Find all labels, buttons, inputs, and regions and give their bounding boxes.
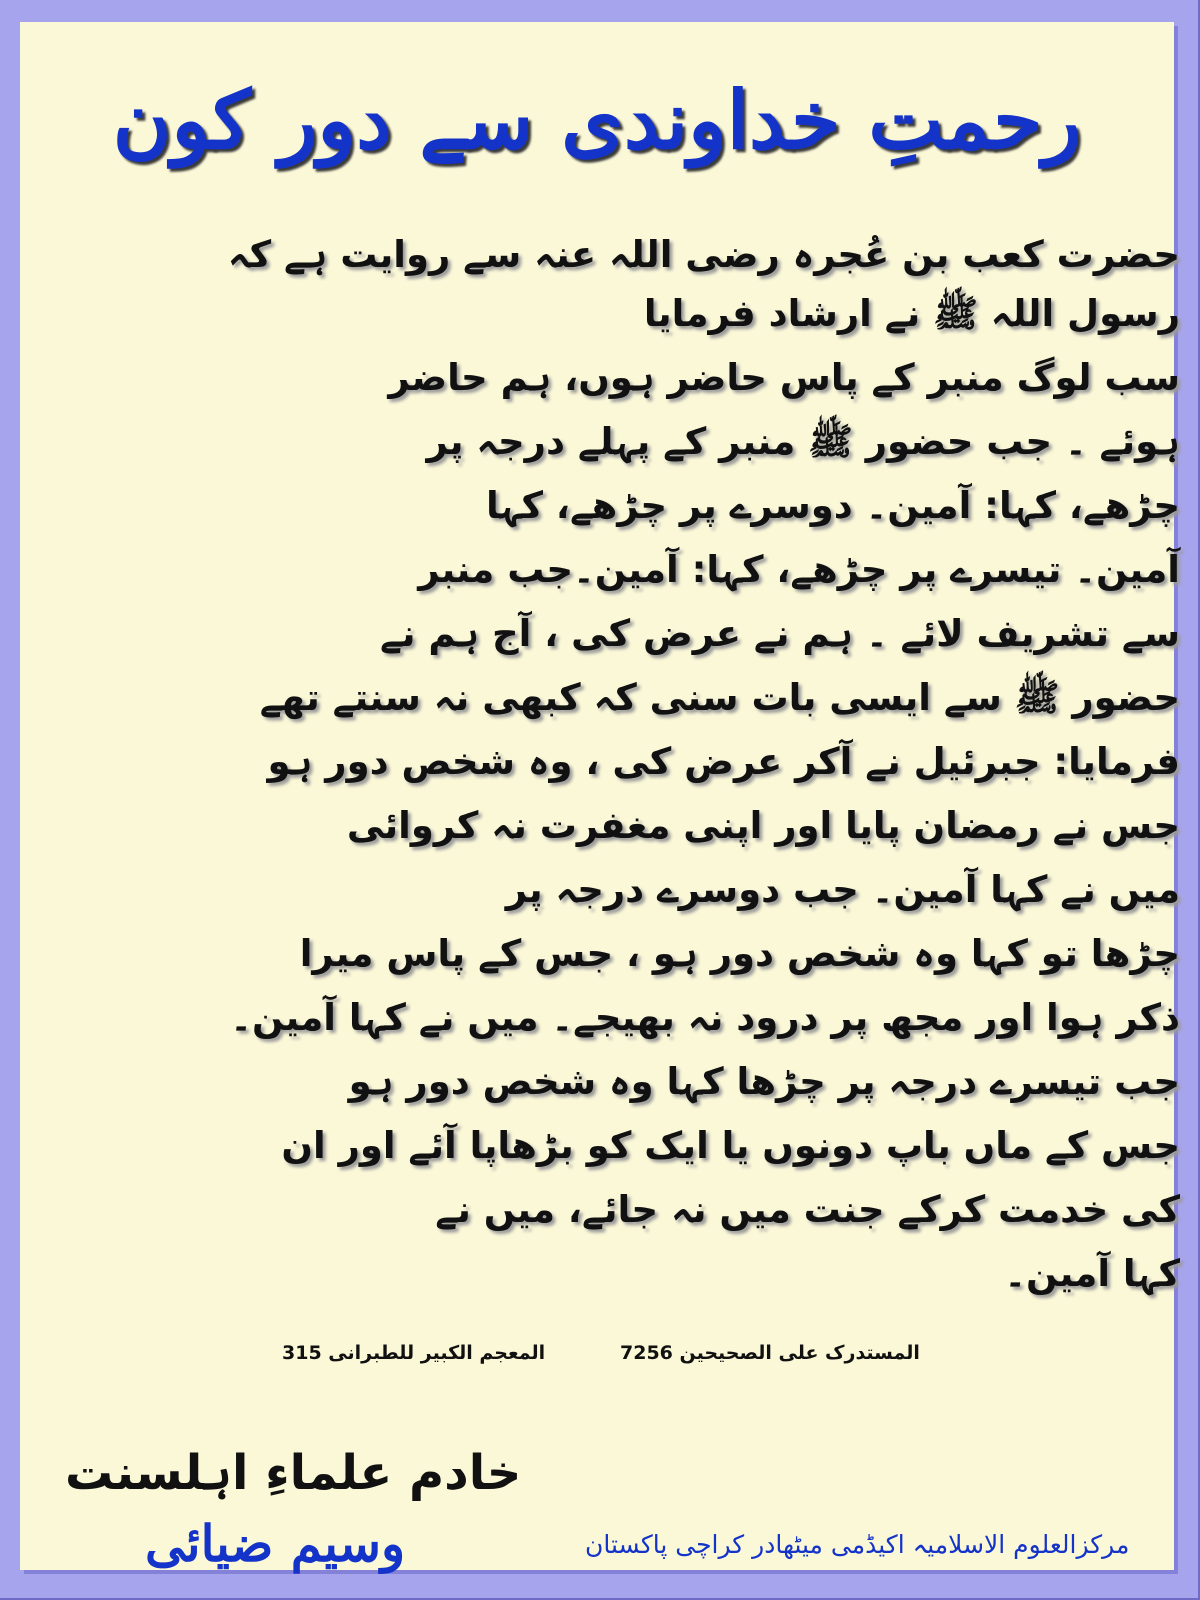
text-line: رسول اللہ ﷺ نے ارشاد فرمایا (643, 292, 1180, 335)
text-line: سب لوگ منبر کے پاس حاضر ہوں، ہم حاضر (388, 356, 1180, 399)
text-line: حضرت کعب بن عُجرہ رضی اللہ عنہ سے روایت ہے کہ (227, 233, 1180, 276)
reference-tabarani: المعجم الکبیر للطبرانی 315 (282, 1342, 546, 1364)
author-name: وسیم ضیائی (145, 1514, 406, 1573)
poster-paper (20, 22, 1180, 1573)
text-line: فرمایا: جبرئیل نے آکر عرض کی ، وہ شخص دور ہو (267, 740, 1180, 783)
text-line: چڑھے، کہا: آمین۔ دوسرے پر چڑھے، کہا (485, 484, 1180, 527)
text-line: جس کے ماں باپ دونوں یا ایک کو بڑھاپا آئے اور ان (281, 1124, 1180, 1167)
text-line: ہوئے ۔ جب حضور ﷺ منبر کے پہلے درجہ پر (426, 420, 1180, 463)
text-line: جس نے رمضان پایا اور اپنی مغفرت نہ کروائی (346, 804, 1180, 847)
text-line: جب تیسرے درجہ پر چڑھا کہا وہ شخص دور ہو (348, 1060, 1180, 1103)
text-line: چڑھا تو کہا وہ شخص دور ہو ، جس کے پاس میرا (299, 932, 1180, 975)
text-line: ذکر ہوا اور مجھ پر درود نہ بھیجے۔ میں نے کہا آمین۔ (230, 996, 1180, 1039)
text-line: کہا آمین۔ (1004, 1252, 1180, 1295)
text-line: سے تشریف لائے ۔ ہم نے عرض کی ، آج ہم نے (379, 612, 1180, 655)
text-line: میں نے کہا آمین۔ جب دوسرے درجہ پر (505, 868, 1180, 911)
organization-name: مرکزالعلوم الاسلامیہ اکیڈمی میٹھادر کراچی پاکستان (585, 1530, 1130, 1559)
reference-mustadrak: المستدرک علی الصحیحین 7256 (620, 1342, 920, 1364)
text-line: حضور ﷺ سے ایسی بات سنی کہ کبھی نہ سنتے تھے (259, 676, 1180, 719)
text-line: آمین۔ تیسرے پر چڑھے، کہا: آمین۔جب منبر (418, 548, 1180, 591)
poster-title: رحمتِ خداوندی سے دور کون (112, 73, 1082, 167)
hadith-text (170, 227, 1180, 1306)
text-line: کی خدمت کرکے جنت میں نہ جائے، میں نے (435, 1188, 1180, 1231)
khadim-label: خادم علماءِ اہلسنت (65, 1445, 522, 1501)
